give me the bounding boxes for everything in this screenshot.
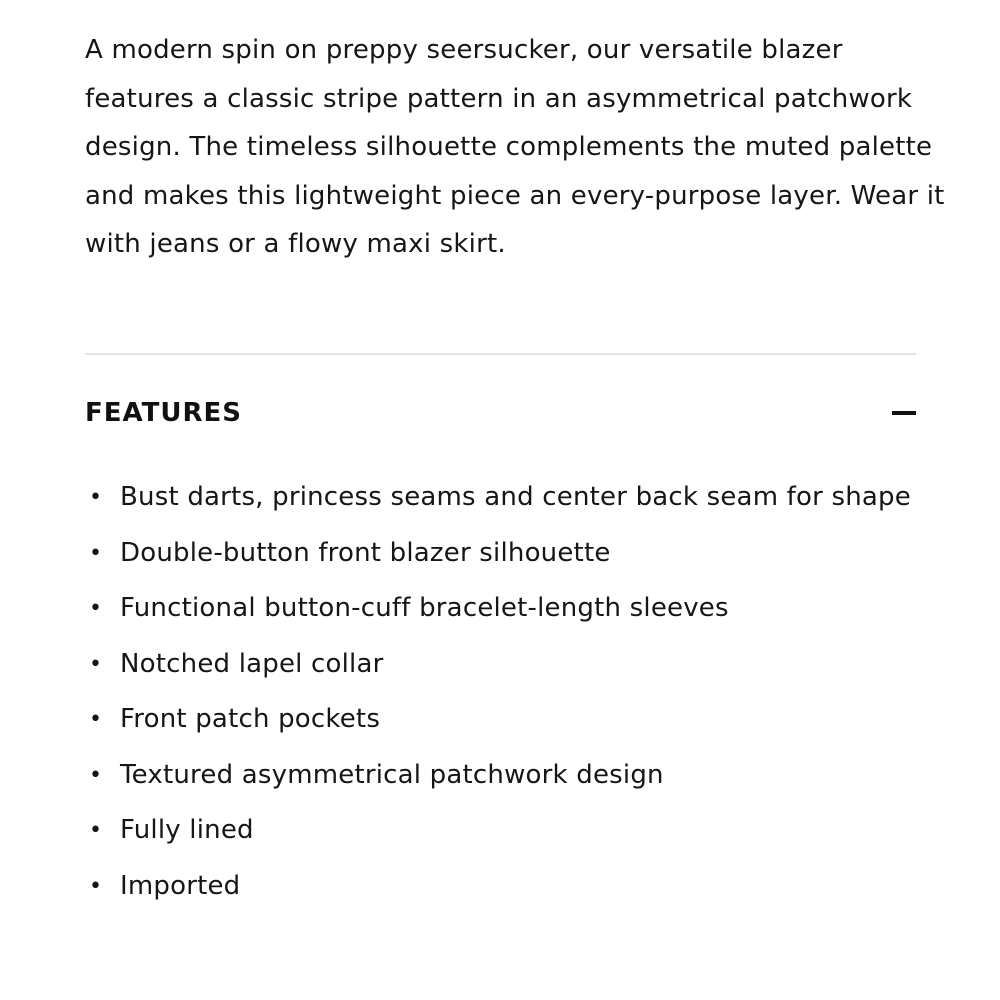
feature-item-text: Bust darts, princess seams and center back seam for shape [120, 482, 911, 512]
bullet-icon: • [89, 540, 103, 566]
feature-item-text: Fully lined [120, 815, 254, 845]
feature-item [85, 803, 916, 859]
feature-item [85, 637, 916, 693]
features-list [85, 470, 916, 914]
feature-item [85, 748, 916, 804]
feature-item-text: Textured asymmetrical patchwork design [120, 759, 664, 790]
features-accordion-header[interactable] [85, 390, 916, 436]
bullet-icon: • [89, 596, 103, 621]
feature-item [85, 470, 916, 526]
product-description: A modern spin on preppy seersucker, our versatile blazer features a classic stripe pattern in an asymmetrical patchwork design. The timeless silhouette complements the muted palette and makes this lightweight piece an every-purpose layer. Wear it with jeans or a flowy maxi skirt. [85, 35, 945, 259]
bullet-icon: • [89, 707, 103, 732]
feature-item-text: Double-button front blazer silhouette [120, 537, 611, 568]
feature-item [85, 692, 916, 748]
section-divider [85, 353, 916, 355]
feature-item [85, 859, 916, 915]
bullet-icon: • [89, 762, 103, 788]
feature-item [85, 581, 916, 637]
bullet-icon: • [89, 873, 103, 899]
bullet-icon: • [89, 651, 103, 677]
feature-item-text: Front patch pockets [120, 704, 381, 734]
features-title: FEATURES [85, 398, 242, 428]
feature-item-text: Notched lapel collar [120, 648, 384, 679]
bullet-icon: • [89, 818, 103, 843]
feature-item [85, 526, 916, 582]
feature-item-text: Imported [120, 870, 241, 901]
bullet-icon: • [89, 485, 103, 510]
feature-item-text: Functional button-cuff bracelet-length sleeves [120, 593, 729, 623]
minus-icon[interactable] [892, 401, 916, 425]
